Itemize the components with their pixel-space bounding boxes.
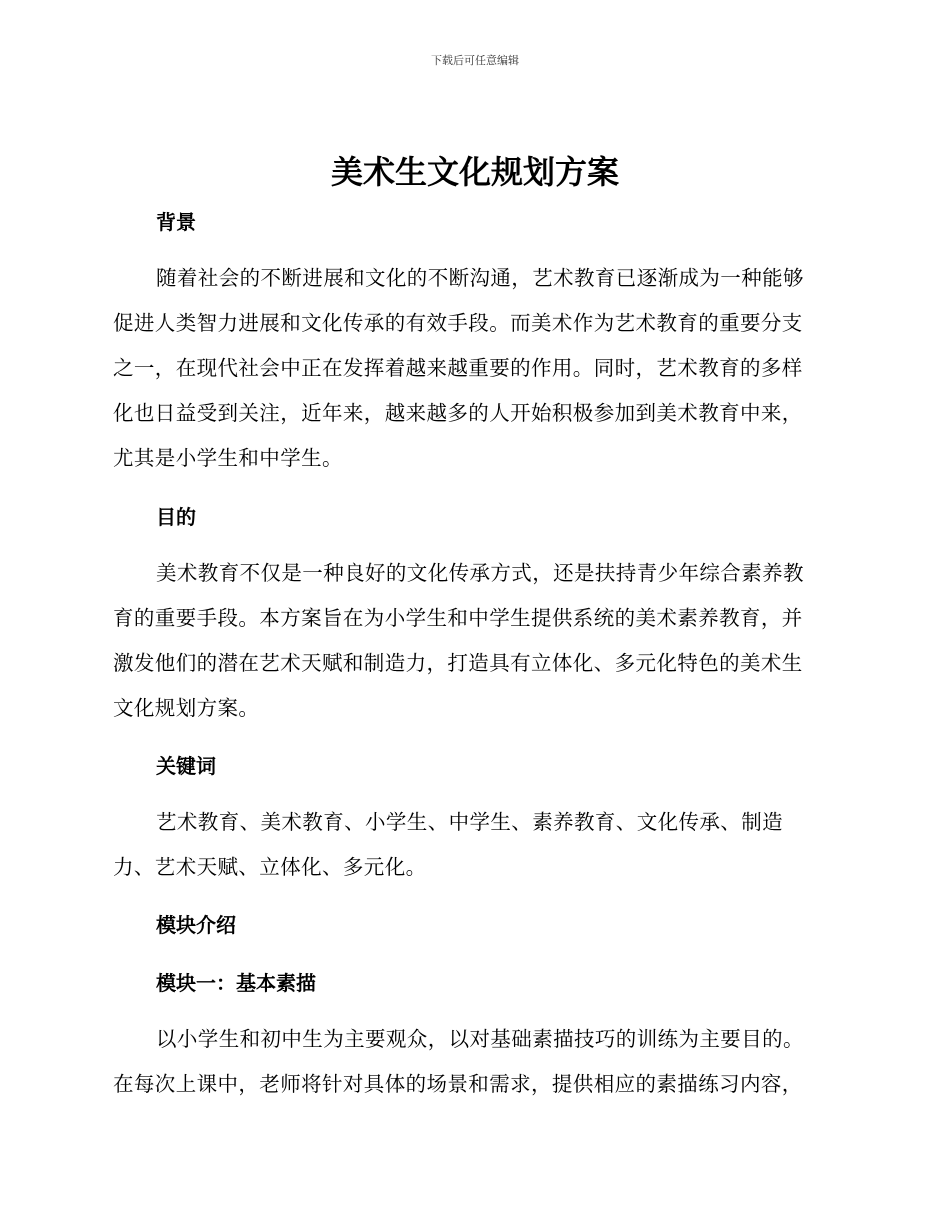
section-heading-module1: 模块一：基本素描 — [156, 971, 316, 995]
paragraph-line: 之一，在现代社会中正在发挥着越来越重要的作用。同时，艺术教育的多样 — [113, 356, 803, 380]
paragraph-line: 随着社会的不断进展和文化的不断沟通，艺术教育已逐渐成为一种能够 — [156, 266, 804, 290]
paragraph-line: 化也日益受到关注，近年来，越来越多的人开始积极参加到美术教育中来， — [113, 401, 803, 425]
paragraph-purpose — [113, 551, 804, 731]
paragraph-line: 以小学生和初中生为主要观众，以对基础素描技巧的训练为主要目的。 — [156, 1027, 804, 1051]
paragraph-module1 — [113, 1017, 804, 1107]
section-heading-background: 背景 — [156, 210, 196, 234]
paragraph-line: 力、艺术天赋、立体化、多元化。 — [113, 855, 427, 879]
paragraph-line: 激发他们的潜在艺术天赋和制造力，打造具有立体化、多元化特色的美术生 — [113, 651, 803, 675]
paragraph-background — [113, 256, 804, 481]
paragraph-keywords — [113, 800, 783, 890]
document-title: 美术生文化规划方案 — [330, 153, 619, 191]
section-heading-modules: 模块介绍 — [156, 913, 236, 937]
paragraph-line: 文化规划方案。 — [113, 696, 260, 720]
paragraph-line: 美术教育不仅是一种良好的文化传承方式，还是扶持青少年综合素养教 — [156, 561, 804, 585]
paragraph-line: 促进人类智力进展和文化传承的有效手段。而美术作为艺术教育的重要分支 — [113, 311, 803, 335]
paragraph-line: 尤其是小学生和中学生。 — [113, 446, 343, 470]
section-heading-keywords: 关键词 — [156, 754, 216, 778]
header-note: 下载后可任意编辑 — [431, 54, 519, 67]
paragraph-line: 艺术教育、美术教育、小学生、中学生、素养教育、文化传承、制造 — [156, 810, 783, 834]
section-heading-purpose: 目的 — [156, 505, 196, 529]
paragraph-line: 在每次上课中，老师将针对具体的场景和需求，提供相应的素描练习内容， — [113, 1072, 803, 1096]
paragraph-line: 育的重要手段。本方案旨在为小学生和中学生提供系统的美术素养教育，并 — [113, 606, 803, 630]
